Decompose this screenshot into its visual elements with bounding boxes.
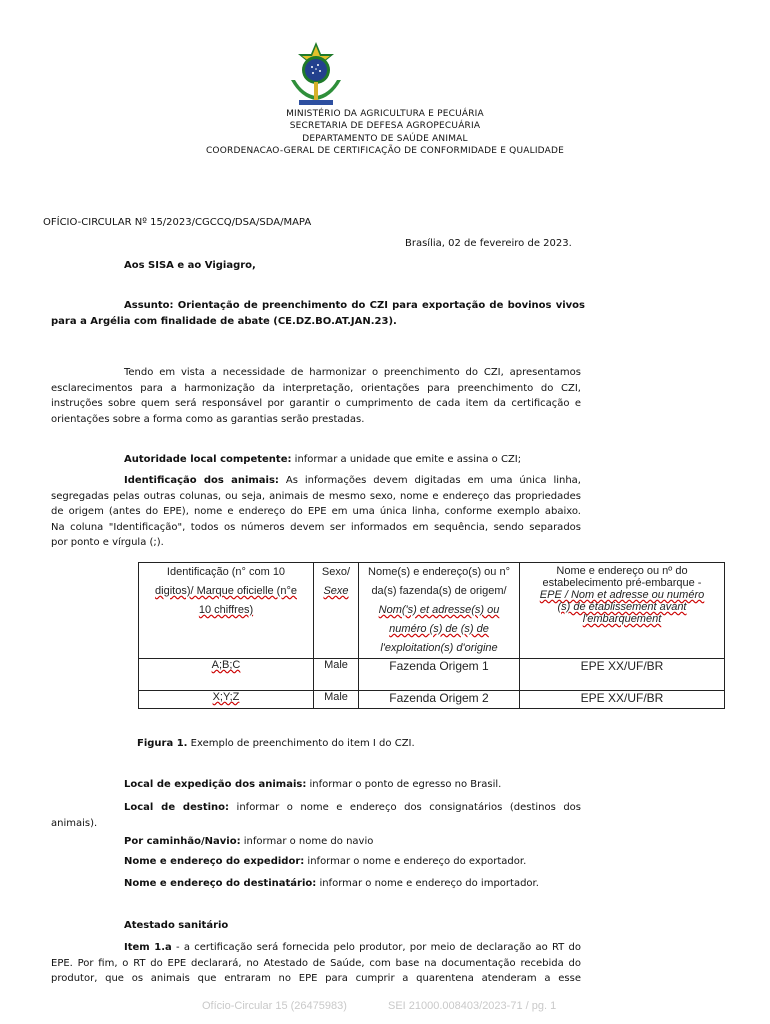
figure-label: Figura 1. [137,738,188,749]
intro-paragraph [51,365,581,427]
subject-line-2: para a Argélia com finalidade de abate (CE.DZ.BO.AT.JAN.23). [51,316,397,327]
destination-text: informar o nome e endereço dos consignatários (destinos dos [229,802,581,813]
document-date: Brasília, 02 de fevereiro de 2023. [405,238,572,249]
identification-line: de origem (antes do EPE), nome e endereço do EPE em uma única linha, conforme exemplo abaixo. [51,506,581,517]
destination-paragraph [51,800,581,831]
secretariat-name: SECRETARIA DE DEFESA AGROPECUÁRIA [289,121,481,132]
footer-process-page: SEI 21000.008403/2023-71 / pg. 1 [388,1000,557,1012]
shipper-paragraph [124,856,526,867]
table-header-row [139,563,725,659]
consignee-label: Nome e endereço do destinatário: [124,878,317,889]
figure-text: Exemplo de preenchimento do item I do CZI. [187,738,415,749]
subject-line-1: Assunto: Orientação de preenchimento do CZI para exportação de bovinos vivos [124,300,585,311]
item-text: - a certificação será fornecida pelo produtor, por meio de declaração ao RT do [171,942,581,953]
identification-line: Na coluna "Identificação", todos os números devem ser informados em sequência, sendo separados [51,521,581,533]
ship-label: Por caminhão/Navio: [124,836,241,847]
intro-line: instruções sobre quem será responsável por garantir o cumprimento de cada item da certificação e [51,398,581,409]
column-header-identification: Identificação (n° com 10 digitos)/ Marque oficielle (n°e 10 chiffres) [139,563,314,659]
cell-origin: Fazenda Origem 2 [359,691,520,709]
intro-line: Tendo em vista a necessidade de harmonizar o preenchimento do CZI, apresentamos [124,367,581,378]
consignee-text: informar o nome e endereço do importador. [316,878,539,889]
table-clip-mask [138,712,728,722]
cell-identification: A;B;C [139,659,314,691]
cell-origin: Fazenda Origem 1 [359,659,520,691]
item-line: EPE. Por fim, o RT do EPE declarará, no Atestado de Saúde, com base na documentação recebida do [51,957,581,969]
footer-document-id: Ofício-Circular 15 (26475983) [202,1000,347,1012]
figure-caption [137,738,415,749]
identification-paragraph [51,473,581,551]
identification-line: por ponto e vírgula (;). [51,537,164,548]
cell-epe: EPE XX/UF/BR [520,691,725,709]
column-header-epe: Nome e endereço ou nº do estabelecimento pré-embarque - EPE / Nom et adresse ou numéro (s) de établissement avant l'embarquement [520,563,725,659]
authority-paragraph [124,454,521,465]
ministry-header [60,108,710,157]
cell-sex: Male [314,691,359,709]
coordination-name: COORDENACAO-GERAL DE CERTIFICAÇÃO DE CONFORMIDADE E QUALIDADE [205,145,565,156]
shipper-label: Nome e endereço do expedidor: [124,856,305,867]
ship-text: informar o nome do navio [240,836,374,847]
department-name: DEPARTAMENTO DE SAÚDE ANIMAL [302,133,468,144]
coat-of-arms-emblem [281,40,351,106]
expedition-text: informar o ponto de egresso no Brasil. [306,779,502,790]
document-reference: OFÍCIO-CIRCULAR Nº 15/2023/CGCCQ/DSA/SDA/MAPA [43,217,312,228]
item-line: produtor, que os animais que entraram no EPE para cumprir a quarentena atenderam a esse [51,973,581,984]
item-paragraph [51,940,581,987]
expedition-paragraph [124,779,501,790]
identification-line: segregadas pelas outras colunas, ou seja, animais de mesmo sexo, nome e endereço das propriedades [51,490,581,502]
authority-text: informar a unidade que emite e assina o CZI; [291,454,522,465]
column-header-origin: Nome(s) e endereço(s) ou n° da(s) fazenda(s) de origem/ Nom('s) et adresse(s) ou numéro (s) de (s) de l'exploitation(s) d'origine [359,563,520,659]
intro-line: orientações sobre a forma como as garantias serão prestadas. [51,413,365,425]
addressee: Aos SISA e ao Vigiagro, [124,260,256,271]
identification-text: As informações devem digitadas em uma única linha, [278,475,581,486]
ministry-name: MINISTÉRIO DA AGRICULTURA E PECUÁRIA [286,109,484,119]
identification-label: Identificação dos animais: [124,475,279,486]
cell-sex: Male [314,659,359,691]
cell-identification: X;Y;Z [139,691,314,709]
section-heading: Atestado sanitário [124,920,229,931]
consignee-paragraph [124,878,539,889]
authority-label: Autoridade local competente: [124,454,292,465]
ship-paragraph [124,836,373,847]
destination-line: animais). [51,817,98,829]
table-row [139,691,725,709]
item-label: Item 1.a [124,942,172,953]
destination-label: Local de destino: [124,802,230,813]
intro-line: esclarecimentos para a harmonização da interpretação, orientações para preenchimento do CZI, [51,382,581,394]
expedition-label: Local de expedição dos animais: [124,779,307,790]
cell-epe: EPE XX/UF/BR [520,659,725,691]
czi-example-table [138,562,725,709]
table-row [139,659,725,691]
column-header-sex: Sexo/ Sexe [314,563,359,659]
shipper-text: informar o nome e endereço do exportador. [304,856,527,867]
